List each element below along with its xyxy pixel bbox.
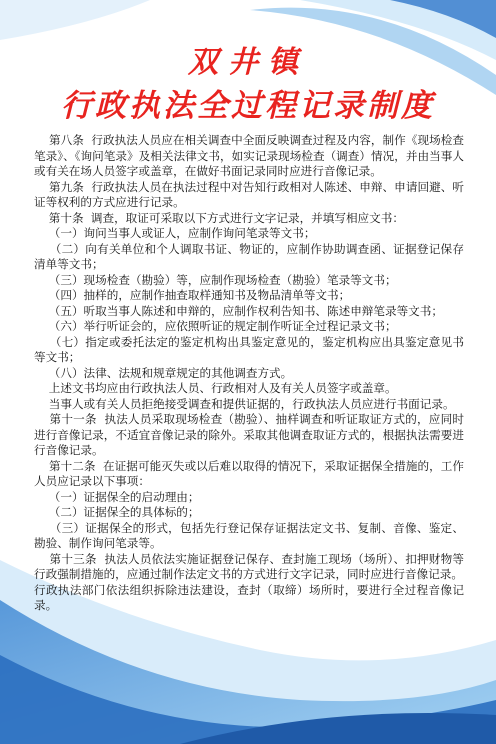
article-12: 第十二条 在证据可能灭失或以后难以取得的情况下，采取证据保全措施的，工作人员应记录以下事项：: [34, 458, 464, 488]
article-12-item-2: （二）证据保全的具体标的；: [34, 505, 200, 519]
article-9: 第九条 行政执法人员在执法过程中对告知行政相对人陈述、申辩、申请回避、听证等权利的方式应进行记录。: [34, 179, 464, 209]
demolition-record: 行政执法部门依法组织拆除违法建设，查封（取缔）场所时，要进行全过程音像记录。: [34, 582, 464, 612]
article-12-item-3: （三）证据保全的形式，包括先行登记保存证据法定文书、复制、音像、鉴定、勘验、制作询问笔录等。: [34, 520, 464, 550]
article-10-item-1: （一）询问当事人或证人，应制作询问笔录等文书；: [34, 226, 316, 240]
title-system: 行政执法全过程记录制度: [61, 88, 435, 124]
article-10-item-5: （五）听取当事人陈述和申辩的，应制作权利告知书、陈述申辩笔录等文书；: [34, 303, 443, 318]
article-10-item-2: （二）向有关单位和个人调取书证、物证的，应制作协助调查函、证据登记保存清单等文书；: [34, 241, 464, 271]
refusal-record: 当事人或有关人员拒绝接受调查和提供证据的，行政执法人员应进行书面记录。: [34, 396, 455, 411]
article-8: 第八条 行政执法人员应在相关调查中全面反映调查过程及内容，制作《现场检查笔录》、《询问笔录》及相关法律文书，如实记录现场检查（调查）情况，并由当事人或有关在场人员签字或盖章，在做好书面记录同时应进行音像记录。: [34, 133, 464, 178]
article-13: 第十三条 执法人员依法实施证据登记保存、查封施工现场（场所）、扣押财物等行政强制措施的，应通过制作法定文书的方式进行文字记录，同时应进行音像记录。: [34, 551, 464, 581]
title-town: 双井镇: [188, 45, 308, 80]
article-10: 第十条 调查，取证可采取以下方式进行文字记录，并填写相应文书：: [34, 210, 404, 225]
article-10-item-3: （三）现场检查（勘验）等，应制作现场检查（勘验）笔录等文书；: [34, 272, 397, 287]
article-11: 第十一条 执法人员采取现场检查（勘验）、抽样调查和听证取证方式的，应同时进行音像记录，不适宜音像记录的除外。采取其他调查取证方式的，根据执法需要进行音像记录。: [34, 412, 464, 457]
signature-requirement: 上述文书均应由行政执法人员、行政相对人及有关人员签字或盖章。: [34, 381, 397, 395]
regulation-text: [34, 133, 464, 614]
article-10-item-4: （四）抽样的，应制作抽查取样通知书及物品清单等文书；: [34, 288, 351, 302]
article-10-item-7: （七）指定或委托法定的鉴定机构出具鉴定意见的，鉴定机构应出具鉴定意见书等文书；: [34, 334, 464, 364]
article-12-item-1: （一）证据保全的启动理由；: [34, 489, 200, 504]
article-10-item-8: （八）法律、法规和规章规定的其他调查方式。: [34, 365, 293, 380]
article-10-item-6: （六）举行听证会的，应依照听证的规定制作听证全过程记录文书；: [34, 319, 397, 333]
